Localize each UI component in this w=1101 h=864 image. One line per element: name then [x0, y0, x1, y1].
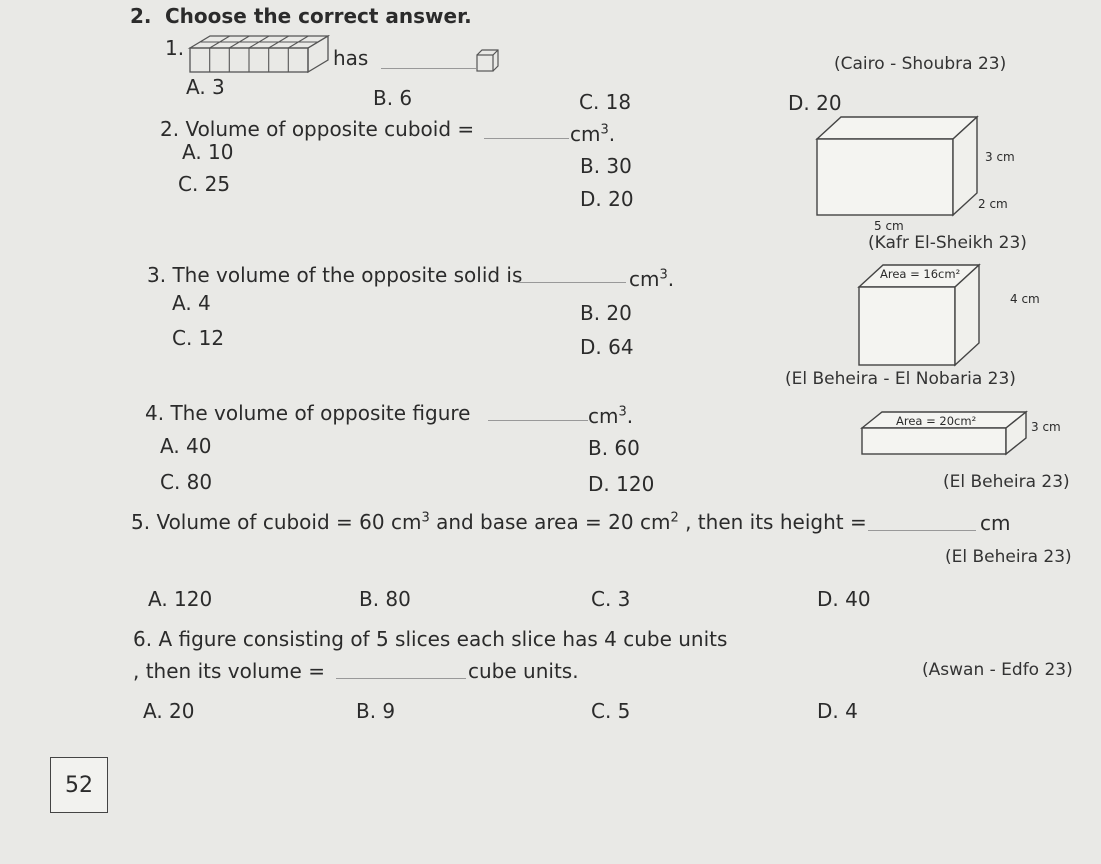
q5-source: (El Beheira 23) — [945, 547, 1072, 567]
q1-option-c: C. 18 — [579, 90, 632, 114]
q2-option-d: D. 20 — [580, 187, 634, 211]
q1-source: (Cairo - Shoubra 23) — [834, 54, 1007, 74]
q1-option-d: D. 20 — [788, 91, 842, 115]
q2-option-c: C. 25 — [178, 172, 231, 196]
q4-option-b: B. 60 — [588, 436, 640, 460]
q6-unit: cube units. — [468, 659, 579, 683]
q2-option-b: B. 30 — [580, 154, 632, 178]
q4-option-a: A. 40 — [160, 434, 212, 458]
q2-question: 2. Volume of opposite cuboid = — [160, 117, 475, 141]
q4-unit: $cm^3$. — [588, 404, 634, 428]
q2-height-label: 3 cm — [985, 150, 1015, 164]
q1-option-b: B. 6 — [373, 86, 413, 110]
q1-cube-row-figure — [180, 34, 330, 76]
q4-area-label: Area = 20cm² — [896, 414, 977, 428]
q1-answer-blank — [381, 50, 476, 69]
cube-unit-icon — [474, 48, 500, 74]
q3-unit: $cm^3$. — [629, 267, 675, 291]
q4-height-label: 3 cm — [1031, 420, 1061, 434]
q2-length-label: 5 cm — [874, 219, 904, 233]
q3-question: 3. The volume of the opposite solid is — [147, 263, 523, 287]
q3-height-label: 4 cm — [1010, 292, 1040, 306]
q5-option-b: B. 80 — [359, 587, 411, 611]
q5-option-d: D. 40 — [817, 587, 871, 611]
q6-question-line1: 6. A figure consisting of 5 slices each slice has 4 cube units — [133, 627, 728, 651]
q6-source: (Aswan - Edfo 23) — [922, 660, 1073, 680]
q3-area-label: Area = 16cm² — [880, 267, 961, 281]
q2-depth-label: 2 cm — [978, 197, 1008, 211]
q3-answer-blank — [516, 264, 626, 283]
q4-source: (El Beheira 23) — [943, 472, 1070, 492]
q4-question: 4. The volume of opposite figure — [145, 401, 471, 425]
q6-question-line2: , then its volume = — [133, 659, 325, 683]
q5-option-c: C. 3 — [591, 587, 631, 611]
section-title: Choose the correct answer. — [165, 4, 472, 28]
q5-option-a: A. 120 — [148, 587, 213, 611]
q5-question: 5. Volume of cuboid = 60 $cm^3$ and base area = 20 $cm^2$ , then its height = — [131, 510, 867, 534]
q1-option-a: A. 3 — [186, 75, 225, 99]
q2-source: (Kafr El-Sheikh 23) — [868, 233, 1027, 253]
q2-answer-blank — [484, 120, 569, 139]
page-number: 52 — [50, 757, 108, 813]
q2-cuboid-figure — [815, 115, 980, 217]
q2-unit: $cm^3$. — [570, 122, 616, 146]
q3-source: (El Beheira - El Nobaria 23) — [785, 369, 1016, 389]
q3-option-b: B. 20 — [580, 301, 632, 325]
q6-answer-blank — [336, 660, 466, 679]
q6-option-b: B. 9 — [356, 699, 396, 723]
q5-unit: cm — [980, 511, 1011, 535]
q6-option-a: A. 20 — [143, 699, 195, 723]
q4-option-c: C. 80 — [160, 470, 213, 494]
q3-option-a: A. 4 — [172, 291, 211, 315]
q6-option-d: D. 4 — [817, 699, 858, 723]
q1-number: 1. — [165, 36, 185, 60]
q4-answer-blank — [488, 402, 588, 421]
q6-option-c: C. 5 — [591, 699, 631, 723]
q1-has-word: has — [333, 46, 369, 70]
q3-option-c: C. 12 — [172, 326, 225, 350]
section-number: 2. — [130, 4, 152, 28]
q3-option-d: D. 64 — [580, 335, 634, 359]
q5-answer-blank — [868, 512, 976, 531]
q4-option-d: D. 120 — [588, 472, 655, 496]
q2-option-a: A. 10 — [182, 140, 234, 164]
